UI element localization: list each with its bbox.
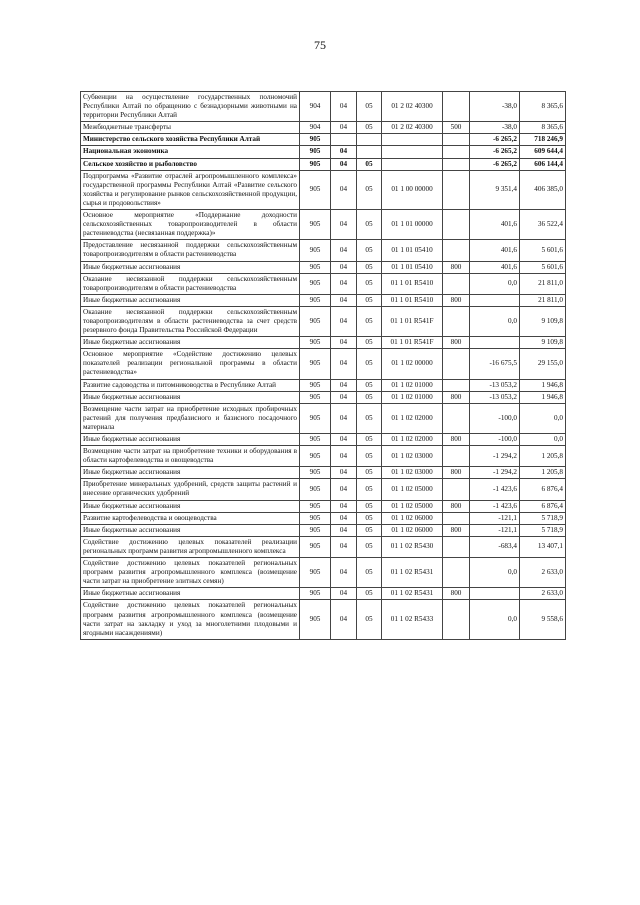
- ministry-code-cell: 905: [300, 306, 331, 336]
- expense-type-cell: 800: [443, 337, 470, 349]
- expense-type-cell: [443, 558, 470, 588]
- section-code-cell: 04: [331, 92, 357, 122]
- target-article-cell: 01 2 02 40300: [382, 92, 443, 122]
- target-article-cell: 01 1 01 R5410: [382, 273, 443, 294]
- row-name-cell: Иные бюджетные ассигнования: [81, 434, 300, 446]
- target-article-cell: 01 1 00 00000: [382, 170, 443, 209]
- total-amount-cell: 406 385,0: [520, 170, 566, 209]
- subsection-code-cell: 05: [357, 294, 382, 306]
- row-name-cell: Иные бюджетные ассигнования: [81, 467, 300, 479]
- section-code-cell: 04: [331, 600, 357, 639]
- section-code-cell: 04: [331, 379, 357, 391]
- total-amount-cell: 2 633,0: [520, 588, 566, 600]
- ministry-code-cell: 905: [300, 146, 331, 158]
- expense-type-cell: 800: [443, 434, 470, 446]
- expense-type-cell: [443, 240, 470, 261]
- ministry-code-cell: 905: [300, 500, 331, 512]
- row-name-cell: Иные бюджетные ассигнования: [81, 337, 300, 349]
- total-amount-cell: 5 718,9: [520, 524, 566, 536]
- total-amount-cell: 9 558,6: [520, 600, 566, 639]
- subsection-code-cell: 05: [357, 210, 382, 240]
- row-name-cell: Развитие картофелеводства и овощеводства: [81, 512, 300, 524]
- expense-type-cell: 800: [443, 524, 470, 536]
- total-amount-cell: 5 718,9: [520, 512, 566, 524]
- expense-type-cell: [443, 134, 470, 146]
- section-code-cell: 04: [331, 170, 357, 209]
- table-row: [81, 512, 566, 524]
- row-name-cell: Подпрограмма «Развитие отраслей агропромышленного комплекса» государственной программы Республики Алтай «Развитие сельского хозяйства и регулирование рынков сельскохозяйственной продукции, сырья и продовольствия»: [81, 170, 300, 209]
- change-amount-cell: -1 423,6: [470, 500, 520, 512]
- ministry-code-cell: 905: [300, 337, 331, 349]
- table-row: [81, 294, 566, 306]
- expense-type-cell: [443, 306, 470, 336]
- change-amount-cell: -683,4: [470, 536, 520, 557]
- table-row: [81, 558, 566, 588]
- target-article-cell: 01 1 02 06000: [382, 524, 443, 536]
- ministry-code-cell: 905: [300, 294, 331, 306]
- row-name-cell: Министерство сельского хозяйства Республики Алтай: [81, 134, 300, 146]
- table-row: [81, 588, 566, 600]
- target-article-cell: 01 1 02 02000: [382, 403, 443, 433]
- row-name-cell: Иные бюджетные ассигнования: [81, 524, 300, 536]
- total-amount-cell: 29 155,0: [520, 349, 566, 379]
- ministry-code-cell: 905: [300, 261, 331, 273]
- expense-type-cell: [443, 512, 470, 524]
- change-amount-cell: -38,0: [470, 92, 520, 122]
- row-name-cell: Субвенции на осуществление государственных полномочий Республики Алтай по обращению с безнадзорными животными на территории Республики Алтай: [81, 92, 300, 122]
- subsection-code-cell: 05: [357, 588, 382, 600]
- row-name-cell: Иные бюджетные ассигнования: [81, 588, 300, 600]
- total-amount-cell: 8 365,6: [520, 122, 566, 134]
- total-amount-cell: 9 109,8: [520, 306, 566, 336]
- change-amount-cell: [470, 294, 520, 306]
- table-row: [81, 349, 566, 379]
- expense-type-cell: 500: [443, 122, 470, 134]
- change-amount-cell: 401,6: [470, 240, 520, 261]
- table-row: [81, 210, 566, 240]
- ministry-code-cell: 905: [300, 558, 331, 588]
- section-code-cell: 04: [331, 588, 357, 600]
- row-name-cell: Сельское хозяйство и рыболовство: [81, 158, 300, 170]
- row-name-cell: Иные бюджетные ассигнования: [81, 391, 300, 403]
- table-row: [81, 446, 566, 467]
- subsection-code-cell: 05: [357, 158, 382, 170]
- table-row: [81, 240, 566, 261]
- section-code-cell: 04: [331, 261, 357, 273]
- row-name-cell: Содействие достижению целевых показателей региональных программ развития агропромышленного комплекса (возмещение части затрат на приобретение элитных семян): [81, 558, 300, 588]
- table-row: [81, 170, 566, 209]
- expense-type-cell: [443, 446, 470, 467]
- expense-type-cell: 800: [443, 391, 470, 403]
- expense-type-cell: [443, 92, 470, 122]
- target-article-cell: [382, 158, 443, 170]
- expense-type-cell: [443, 536, 470, 557]
- ministry-code-cell: 905: [300, 134, 331, 146]
- row-name-cell: Приобретение минеральных удобрений, средств защиты растений и внесение органических удобрений: [81, 479, 300, 500]
- subsection-code-cell: 05: [357, 403, 382, 433]
- section-code-cell: 04: [331, 240, 357, 261]
- subsection-code-cell: 05: [357, 261, 382, 273]
- ministry-code-cell: 905: [300, 434, 331, 446]
- change-amount-cell: 0,0: [470, 558, 520, 588]
- table-row: [81, 134, 566, 146]
- section-code-cell: 04: [331, 210, 357, 240]
- expense-type-cell: [443, 403, 470, 433]
- total-amount-cell: 13 407,1: [520, 536, 566, 557]
- page-number: 75: [314, 38, 326, 52]
- subsection-code-cell: 05: [357, 170, 382, 209]
- total-amount-cell: 1 205,8: [520, 467, 566, 479]
- subsection-code-cell: 05: [357, 379, 382, 391]
- subsection-code-cell: 05: [357, 446, 382, 467]
- subsection-code-cell: 05: [357, 306, 382, 336]
- target-article-cell: 01 1 02 R5433: [382, 600, 443, 639]
- table-row: [81, 434, 566, 446]
- subsection-code-cell: 05: [357, 558, 382, 588]
- budget-table-body: [81, 92, 566, 640]
- section-code-cell: 04: [331, 467, 357, 479]
- total-amount-cell: 21 811,0: [520, 273, 566, 294]
- table-row: [81, 600, 566, 639]
- table-row: [81, 92, 566, 122]
- ministry-code-cell: 905: [300, 467, 331, 479]
- target-article-cell: 01 1 02 01000: [382, 379, 443, 391]
- change-amount-cell: -6 265,2: [470, 158, 520, 170]
- change-amount-cell: 0,0: [470, 600, 520, 639]
- section-code-cell: 04: [331, 536, 357, 557]
- subsection-code-cell: 05: [357, 600, 382, 639]
- ministry-code-cell: 905: [300, 210, 331, 240]
- change-amount-cell: 9 351,4: [470, 170, 520, 209]
- row-name-cell: Предоставление несвязанной поддержки сельскохозяйственным товаропроизводителям в области растениеводства: [81, 240, 300, 261]
- section-code-cell: 04: [331, 337, 357, 349]
- expense-type-cell: [443, 170, 470, 209]
- change-amount-cell: -38,0: [470, 122, 520, 134]
- expense-type-cell: 800: [443, 588, 470, 600]
- row-name-cell: Оказание несвязанной поддержки сельскохозяйственным товаропроизводителям в области растениеводства: [81, 273, 300, 294]
- expense-type-cell: [443, 349, 470, 379]
- target-article-cell: 01 1 01 05410: [382, 240, 443, 261]
- change-amount-cell: -6 265,2: [470, 134, 520, 146]
- expense-type-cell: [443, 479, 470, 500]
- section-code-cell: 04: [331, 434, 357, 446]
- row-name-cell: Основное мероприятие «Содействие достижению целевых показателей реализации региональной программы в области растениеводства»: [81, 349, 300, 379]
- section-code-cell: [331, 134, 357, 146]
- change-amount-cell: -100,0: [470, 403, 520, 433]
- expense-type-cell: 800: [443, 261, 470, 273]
- ministry-code-cell: 905: [300, 170, 331, 209]
- section-code-cell: 04: [331, 122, 357, 134]
- table-row: [81, 306, 566, 336]
- target-article-cell: 01 1 02 06000: [382, 512, 443, 524]
- table-row: [81, 391, 566, 403]
- ministry-code-cell: 904: [300, 92, 331, 122]
- budget-table: [80, 91, 566, 640]
- section-code-cell: 04: [331, 558, 357, 588]
- expense-type-cell: [443, 273, 470, 294]
- table-row: [81, 467, 566, 479]
- table-row: [81, 261, 566, 273]
- ministry-code-cell: 905: [300, 379, 331, 391]
- section-code-cell: 04: [331, 158, 357, 170]
- change-amount-cell: -1 294,2: [470, 446, 520, 467]
- target-article-cell: 01 1 01 00000: [382, 210, 443, 240]
- subsection-code-cell: 05: [357, 512, 382, 524]
- target-article-cell: [382, 134, 443, 146]
- expense-type-cell: [443, 146, 470, 158]
- table-row: [81, 403, 566, 433]
- row-name-cell: Содействие достижению целевых показателей региональных программ развития агропромышленного комплекса (возмещение части затрат на закладку и уход за многолетними плодовыми и ягодными насаждениями): [81, 600, 300, 639]
- target-article-cell: 01 1 02 00000: [382, 349, 443, 379]
- table-row: [81, 536, 566, 557]
- total-amount-cell: 0,0: [520, 403, 566, 433]
- change-amount-cell: 401,6: [470, 261, 520, 273]
- change-amount-cell: -121,1: [470, 524, 520, 536]
- target-article-cell: 01 1 01 R541F: [382, 306, 443, 336]
- total-amount-cell: 36 522,4: [520, 210, 566, 240]
- ministry-code-cell: 905: [300, 349, 331, 379]
- change-amount-cell: 0,0: [470, 306, 520, 336]
- ministry-code-cell: 905: [300, 273, 331, 294]
- ministry-code-cell: 905: [300, 524, 331, 536]
- table-row: [81, 500, 566, 512]
- section-code-cell: 04: [331, 479, 357, 500]
- change-amount-cell: [470, 337, 520, 349]
- row-name-cell: Основное мероприятие «Поддержание доходности сельскохозяйственных товаропроизводителей в области растениеводства (несвязанная поддержка)»: [81, 210, 300, 240]
- subsection-code-cell: 05: [357, 273, 382, 294]
- row-name-cell: Межбюджетные трансферты: [81, 122, 300, 134]
- table-row: [81, 379, 566, 391]
- ministry-code-cell: 905: [300, 588, 331, 600]
- total-amount-cell: 606 144,4: [520, 158, 566, 170]
- target-article-cell: 01 1 02 03000: [382, 446, 443, 467]
- section-code-cell: 04: [331, 349, 357, 379]
- target-article-cell: 01 1 01 05410: [382, 261, 443, 273]
- change-amount-cell: -16 675,5: [470, 349, 520, 379]
- target-article-cell: 01 1 02 05000: [382, 479, 443, 500]
- subsection-code-cell: 05: [357, 391, 382, 403]
- ministry-code-cell: 905: [300, 600, 331, 639]
- expense-type-cell: 800: [443, 500, 470, 512]
- total-amount-cell: 21 811,0: [520, 294, 566, 306]
- change-amount-cell: -121,1: [470, 512, 520, 524]
- target-article-cell: 01 1 02 05000: [382, 500, 443, 512]
- section-code-cell: 04: [331, 294, 357, 306]
- ministry-code-cell: 904: [300, 122, 331, 134]
- expense-type-cell: [443, 210, 470, 240]
- ministry-code-cell: 905: [300, 446, 331, 467]
- subsection-code-cell: 05: [357, 467, 382, 479]
- section-code-cell: 04: [331, 446, 357, 467]
- subsection-code-cell: 05: [357, 434, 382, 446]
- change-amount-cell: 0,0: [470, 273, 520, 294]
- subsection-code-cell: [357, 146, 382, 158]
- change-amount-cell: -100,0: [470, 434, 520, 446]
- section-code-cell: 04: [331, 500, 357, 512]
- expense-type-cell: 800: [443, 467, 470, 479]
- table-row: [81, 273, 566, 294]
- total-amount-cell: 718 246,9: [520, 134, 566, 146]
- target-article-cell: 01 1 02 03000: [382, 467, 443, 479]
- total-amount-cell: 5 601,6: [520, 261, 566, 273]
- total-amount-cell: 6 876,4: [520, 500, 566, 512]
- ministry-code-cell: 905: [300, 403, 331, 433]
- ministry-code-cell: 905: [300, 479, 331, 500]
- total-amount-cell: 2 633,0: [520, 558, 566, 588]
- subsection-code-cell: [357, 134, 382, 146]
- ministry-code-cell: 905: [300, 158, 331, 170]
- section-code-cell: 04: [331, 524, 357, 536]
- subsection-code-cell: 05: [357, 500, 382, 512]
- change-amount-cell: -1 423,6: [470, 479, 520, 500]
- target-article-cell: [382, 146, 443, 158]
- target-article-cell: 01 1 02 02000: [382, 434, 443, 446]
- total-amount-cell: 609 644,4: [520, 146, 566, 158]
- subsection-code-cell: 05: [357, 122, 382, 134]
- row-name-cell: Развитие садоводства и питомниководства в Республике Алтай: [81, 379, 300, 391]
- table-row: [81, 524, 566, 536]
- target-article-cell: 01 1 01 R5410: [382, 294, 443, 306]
- target-article-cell: 01 2 02 40300: [382, 122, 443, 134]
- change-amount-cell: -13 053,2: [470, 379, 520, 391]
- section-code-cell: 04: [331, 146, 357, 158]
- row-name-cell: Иные бюджетные ассигнования: [81, 261, 300, 273]
- total-amount-cell: 9 109,8: [520, 337, 566, 349]
- change-amount-cell: -1 294,2: [470, 467, 520, 479]
- change-amount-cell: -13 053,2: [470, 391, 520, 403]
- subsection-code-cell: 05: [357, 92, 382, 122]
- target-article-cell: 01 1 01 R541F: [382, 337, 443, 349]
- subsection-code-cell: 05: [357, 479, 382, 500]
- row-name-cell: Иные бюджетные ассигнования: [81, 294, 300, 306]
- target-article-cell: 01 1 02 R5431: [382, 588, 443, 600]
- ministry-code-cell: 905: [300, 512, 331, 524]
- expense-type-cell: [443, 158, 470, 170]
- table-row: [81, 479, 566, 500]
- section-code-cell: 04: [331, 512, 357, 524]
- row-name-cell: Иные бюджетные ассигнования: [81, 500, 300, 512]
- expense-type-cell: [443, 379, 470, 391]
- change-amount-cell: -6 265,2: [470, 146, 520, 158]
- change-amount-cell: 401,6: [470, 210, 520, 240]
- total-amount-cell: 0,0: [520, 434, 566, 446]
- target-article-cell: 01 1 02 R5430: [382, 536, 443, 557]
- row-name-cell: Возмещение части затрат на приобретение техники и оборудования в области картофелеводства и овощеводства: [81, 446, 300, 467]
- section-code-cell: 04: [331, 391, 357, 403]
- row-name-cell: Оказание несвязанной поддержки сельскохозяйственным товаропроизводителям в области растениеводства за счет средств резервного фонда Правительства Российской Федерации: [81, 306, 300, 336]
- section-code-cell: 04: [331, 273, 357, 294]
- expense-type-cell: 800: [443, 294, 470, 306]
- target-article-cell: 01 1 02 R5431: [382, 558, 443, 588]
- total-amount-cell: 1 946,8: [520, 379, 566, 391]
- table-row: [81, 122, 566, 134]
- ministry-code-cell: 905: [300, 536, 331, 557]
- table-row: [81, 146, 566, 158]
- table-row: [81, 337, 566, 349]
- ministry-code-cell: 905: [300, 391, 331, 403]
- table-row: [81, 158, 566, 170]
- total-amount-cell: 1 946,8: [520, 391, 566, 403]
- subsection-code-cell: 05: [357, 337, 382, 349]
- subsection-code-cell: 05: [357, 536, 382, 557]
- section-code-cell: 04: [331, 306, 357, 336]
- subsection-code-cell: 05: [357, 349, 382, 379]
- ministry-code-cell: 905: [300, 240, 331, 261]
- row-name-cell: Национальная экономика: [81, 146, 300, 158]
- section-code-cell: 04: [331, 403, 357, 433]
- target-article-cell: 01 1 02 01000: [382, 391, 443, 403]
- total-amount-cell: 5 601,6: [520, 240, 566, 261]
- subsection-code-cell: 05: [357, 524, 382, 536]
- row-name-cell: Содействие достижению целевых показателей реализации региональных программ развития агропромышленного комплекса: [81, 536, 300, 557]
- total-amount-cell: 1 205,8: [520, 446, 566, 467]
- change-amount-cell: [470, 588, 520, 600]
- row-name-cell: Возмещение части затрат на приобретение исходных пробирочных растений для получения предбазисного и базисного посадочного материала: [81, 403, 300, 433]
- total-amount-cell: 6 876,4: [520, 479, 566, 500]
- subsection-code-cell: 05: [357, 240, 382, 261]
- total-amount-cell: 8 365,6: [520, 92, 566, 122]
- expense-type-cell: [443, 600, 470, 639]
